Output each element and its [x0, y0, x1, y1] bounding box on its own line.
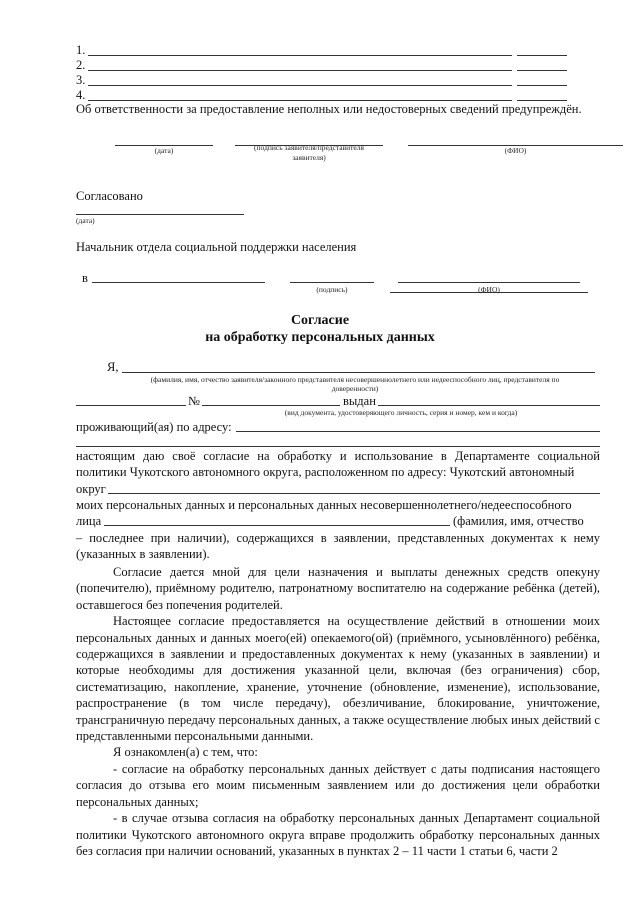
address-line[interactable] [236, 431, 600, 432]
document-caption: (вид документа, удостоверяющего личность, серия и номер, кем и когда) [284, 408, 518, 417]
signature-caption: (подпись заявителя/представителя [254, 143, 364, 152]
applicant-caption: (фамилия, имя, отчество заявителя/законного представителя несовершеннолетнего или недееспособного лиц, представителя по [150, 375, 560, 384]
okrug-line[interactable] [108, 493, 600, 494]
head-title: Начальник отдела социальной поддержки населения [76, 240, 357, 254]
face-label: лица [76, 514, 102, 528]
list-line[interactable] [88, 85, 512, 86]
consent-text: моих персональных данных и персональных данных несовершеннолетнего/недееспособного [76, 498, 572, 512]
head-signature-caption: (подпись) [316, 285, 348, 294]
scope-paragraph: Настоящее согласие предоставляется на осуществление действий в отношении моих персональных данных и данных моего(ей) опекаемого(ой) (приёмного, усыновлённого) ребёнка, содержащихся в заявлении и предоставленных документах к нему (указанных в заявлении) и которые необходимы для достижения указанной цели, включая (без ограничения) сбор, систематизацию, накопление, хранение, уточнение (обновление, изменение), использование, распространение (в том числе передачу), обезличивание, блокирование, уничтожение, трансграничную передачу персональных данных, а также осуществление любых иных действий с представленными персональными данными. [76, 614, 600, 744]
list-line-short[interactable] [517, 70, 567, 71]
consent-title: Согласие [290, 313, 350, 328]
consent-paragraph-1b [76, 497, 600, 513]
list-number: 2. [76, 58, 86, 72]
document-series-line[interactable] [76, 405, 186, 406]
face-fio-note: (фамилия, имя, отчество [453, 514, 584, 528]
consent-subtitle: на обработку персональных данных [205, 330, 435, 345]
list-line[interactable] [88, 70, 512, 71]
address-label: проживающий(ая) по адресу: [76, 420, 232, 434]
list-number: 3. [76, 73, 86, 87]
consent-text: – последнее при наличии), содержащихся в заявлении, представленных документах к нему (указанных в заявлении). [76, 531, 600, 562]
department-line[interactable] [92, 282, 265, 283]
consent-paragraph-1 [76, 448, 600, 481]
list-line-short[interactable] [517, 85, 567, 86]
head-fio-line[interactable] [398, 282, 580, 283]
agreed-label: Согласовано [76, 189, 143, 203]
issued-label: выдан [343, 394, 376, 408]
revocation-paragraph: - в случае отзыва согласия на обработку персональных данных Департамент социальной политики Чукотского автономного округа вправе продолжить обработку персональных данных без согласия при наличии оснований, указанных в пунктах 2 – 11 части 1 статьи 6, части 2 [76, 811, 600, 858]
liability-warning: Об ответственности за предоставление неполных или недостоверных сведений предупреждён. [76, 102, 582, 116]
list-line[interactable] [88, 55, 512, 56]
purpose-paragraph: Согласие дается мной для цели назначения и выплаты денежных средств опекуну (попечителю), приёмному родителю, патронатному воспитателю на содержание ребёнка (детей), оставшегося без попечения родителей. [76, 565, 600, 612]
date-caption: (дата) [154, 146, 174, 155]
list-number: 4. [76, 88, 86, 102]
consent-paragraph-1c [76, 530, 600, 563]
agreed-date-line[interactable] [76, 214, 244, 215]
validity-paragraph: - согласие на обработку персональных данных действует с даты подписания настоящего согласия до отзыва его моим письменным заявлением или до достижения цели обработки персональных данных; [76, 761, 600, 809]
agreed-date-caption: (дата) [76, 216, 95, 225]
list-line-short[interactable] [517, 55, 567, 56]
list-number: 1. [76, 43, 86, 57]
face-fio-line[interactable] [104, 525, 450, 526]
i-label: Я, [107, 360, 119, 374]
issued-by-line[interactable] [378, 405, 600, 406]
head-signature-line[interactable] [290, 282, 374, 283]
okrug-label: округ [76, 482, 106, 496]
fio-caption: (ФИО) [504, 146, 527, 155]
address-line-2[interactable] [76, 446, 600, 447]
applicant-caption-2: доверенности) [331, 384, 379, 393]
signature-caption-2: заявителя) [292, 153, 326, 162]
consent-body [76, 564, 600, 859]
consent-text: настоящим даю своё согласие на обработку и использование в Департаменте социальной политики Чукотского автономного округа, расположенном по адресу: Чукотский автономный [76, 449, 600, 480]
document-number-line[interactable] [202, 405, 340, 406]
number-label: № [188, 394, 200, 408]
applicant-line[interactable] [122, 372, 595, 373]
acknowledgement-label: Я ознакомлен(а) с тем, что: [113, 745, 258, 760]
in-label: в [82, 271, 88, 285]
head-fio-caption: (ФИО) [478, 285, 500, 294]
